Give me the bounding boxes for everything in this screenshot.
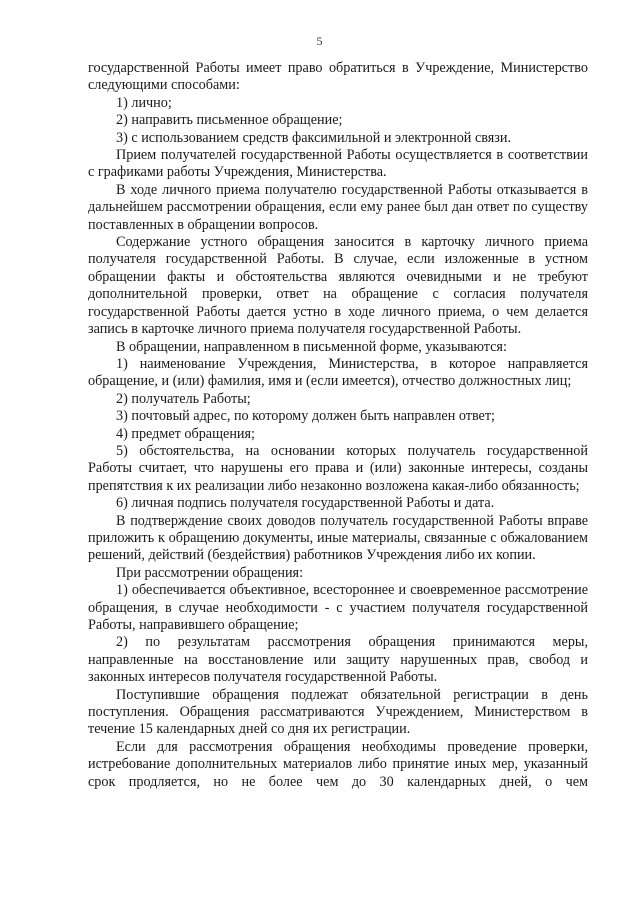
- page-number: 5: [316, 34, 323, 48]
- paragraph: 2) направить письменное обращение;: [116, 112, 343, 129]
- paragraph: Поступившие обращения подлежат обязательной регистрации в день поступления. Обращения рассматриваются Учреждением, Министерством в течение 15 календарных дней со дня их регистрации.: [88, 686, 588, 738]
- paragraph: Содержание устного обращения заносится в карточку личного приема получателя государственной Работы. В случае, если изложенные в устном обращении факты и обстоятельства являются очевидными и не требуют дополнительной проверки, ответ на обращение с согласия получателя государственной Работы дается устно в ходе личного приема, о чем делается запись в карточке личного приема получателя государственной Работы.: [88, 234, 588, 338]
- paragraph: 4) предмет обращения;: [116, 425, 255, 442]
- paragraph: 1) наименование Учреждения, Министерства, в которое направляется обращение, и (или) фамилия, имя и (если имеется), отчество должностных лиц;: [88, 355, 588, 390]
- paragraph: 5) обстоятельства, на основании которых получатель государственной Работы считает, что нарушены его права и (или) законные интересы, созданы препятствия к их реализации либо незаконно возложена какая-либо обязанность;: [88, 442, 588, 494]
- document-body: [88, 60, 588, 791]
- paragraph: Если для рассмотрения обращения необходимы проведение проверки, истребование дополнительных материалов либо принятие иных мер, указанный срок продляется, но не более чем до 30 календарных дней, о чем: [88, 738, 588, 790]
- paragraph: 2) получатель Работы;: [116, 390, 251, 407]
- paragraph: При рассмотрении обращения:: [116, 564, 304, 581]
- paragraph: Прием получателей государственной Работы осуществляется в соответствии с графиками работы Учреждения, Министерства.: [88, 147, 588, 181]
- paragraph: 2) по результатам рассмотрения обращения принимаются меры, направленные на восстановление или защиту нарушенных прав, свобод и законных интересов получателя государственной Работы.: [88, 634, 588, 686]
- paragraph: 6) личная подпись получателя государственной Работы и дата.: [116, 495, 495, 512]
- paragraph: 3) почтовый адрес, по которому должен быть направлен ответ;: [116, 408, 496, 425]
- paragraph: государственной Работы имеет право обратиться в Учреждение, Министерство следующими способами:: [88, 60, 588, 94]
- paragraph: 1) обеспечивается объективное, всестороннее и своевременное рассмотрение обращения, в случае необходимости - с участием получателя государственной Работы, направившего обращение;: [88, 582, 588, 633]
- paragraph: В обращении, направленном в письменной форме, указываются:: [116, 338, 507, 355]
- paragraph: 1) лично;: [116, 94, 172, 111]
- paragraph: В ходе личного приема получателю государственной Работы отказывается в дальнейшем рассмотрении обращения, если ему ранее был дан ответ по существу поставленных в обращении вопросов.: [88, 181, 588, 233]
- paragraph: В подтверждение своих доводов получатель государственной Работы вправе приложить к обращению документы, иные материалы, связанные с обжалованием решений, действий (бездействия) работников Учреждения либо их копии.: [88, 512, 588, 564]
- paragraph: 3) с использованием средств факсимильной и электронной связи.: [116, 129, 512, 146]
